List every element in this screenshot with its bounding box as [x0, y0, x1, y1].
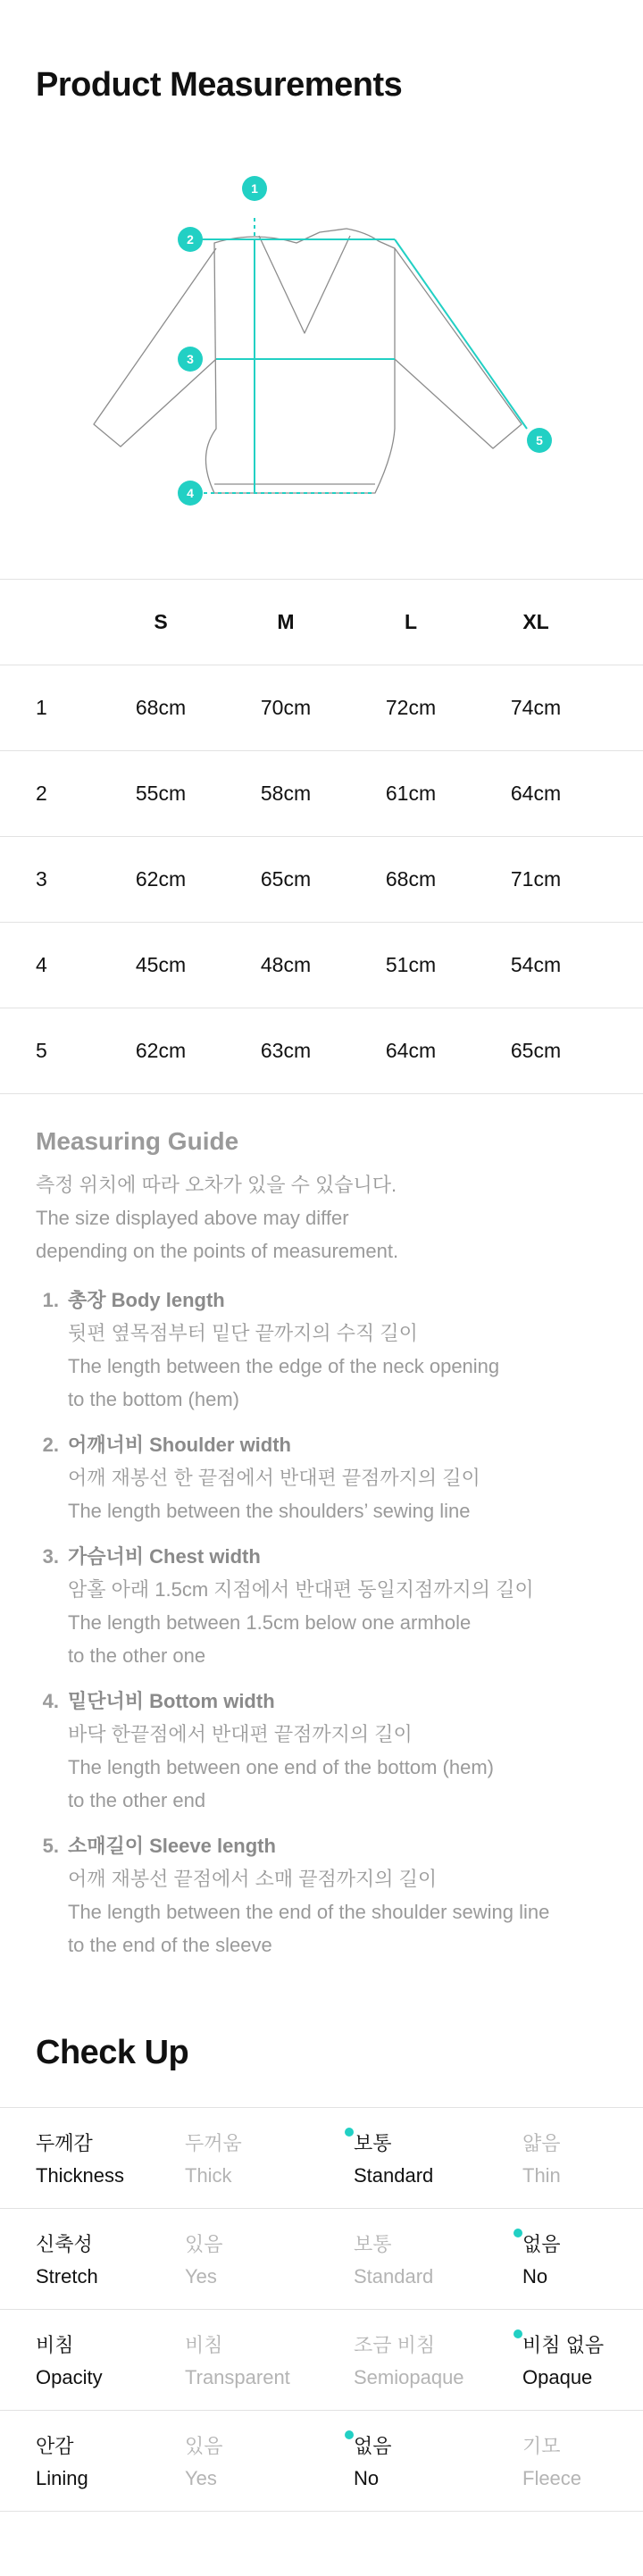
- table-row: 4 45cm 48cm 51cm 54cm: [0, 922, 643, 1008]
- check-row-lining: [0, 2410, 643, 2512]
- check-label: 안감 Lining: [36, 2435, 88, 2489]
- marker-1: [242, 176, 267, 201]
- selected-dot-icon: [345, 2128, 354, 2137]
- marker-5: [527, 428, 552, 453]
- guide-item-line: The length between the shoulders’ sewing line: [68, 1500, 471, 1522]
- check-option-selected: 없음 No: [522, 2229, 561, 2293]
- row-label: 5: [36, 1039, 47, 1062]
- marker-2: [178, 227, 203, 252]
- check-label: 두께감 Thickness: [36, 2132, 125, 2187]
- guide-item-number: 3.: [42, 1545, 59, 1568]
- guide-item-line: The length between one end of the bottom (hem): [68, 1756, 494, 1778]
- measure-line-5: [395, 239, 527, 429]
- check-option: 보통 Standard: [354, 2233, 434, 2287]
- check-option: 두꺼움 Thick: [185, 2132, 242, 2187]
- guide-item-line: to the bottom (hem): [68, 1388, 239, 1410]
- svg-text:5: 5: [536, 433, 543, 447]
- sweater-body-outline: [205, 229, 395, 493]
- check-label: 비침 Opacity: [36, 2334, 103, 2388]
- sweater-measurement-diagram: [80, 170, 563, 518]
- check-option: 기모 Fleece: [522, 2435, 582, 2489]
- check-row-opacity: [0, 2309, 643, 2410]
- check-label: 신축성 Stretch: [36, 2233, 98, 2287]
- guide-item-number: 4.: [42, 1690, 59, 1712]
- size-table: [0, 579, 643, 1094]
- svg-text:1: 1: [251, 181, 258, 196]
- intro-line: 측정 위치에 따라 오차가 있을 수 있습니다.: [36, 1174, 397, 1196]
- row-label: 4: [36, 953, 47, 976]
- check-row-thickness: [0, 2107, 643, 2208]
- guide-item-sleeve-length: [36, 1829, 625, 1961]
- intro-line: depending on the points of measurement.: [36, 1240, 399, 1262]
- svg-text:3: 3: [187, 352, 194, 366]
- v-neck-outline: [259, 236, 350, 333]
- guide-item-heading: 가슴너비 Chest width: [68, 1545, 261, 1568]
- svg-text:4: 4: [187, 486, 194, 500]
- selected-dot-icon: [514, 2229, 522, 2237]
- size-table-header: S M L XL: [0, 579, 643, 665]
- guide-item-line: 어깨 재봉선 끝점에서 소매 끝점까지의 길이: [68, 1868, 438, 1890]
- measuring-guide: [36, 1127, 625, 1974]
- guide-item-heading: 어깨너비 Shoulder width: [68, 1434, 291, 1456]
- guide-item-line: The length between the end of the shoulder sewing line: [68, 1901, 550, 1923]
- check-up-table: [0, 2107, 643, 2512]
- check-option-selected: 비침 없음 Opaque: [522, 2329, 604, 2394]
- guide-item-line: to the end of the sleeve: [68, 1934, 272, 1956]
- check-option-selected: 보통 Standard: [354, 2128, 433, 2192]
- guide-item-heading: 밑단너비 Bottom width: [68, 1690, 275, 1712]
- row-label: 1: [36, 696, 47, 719]
- guide-item-body-length: [36, 1284, 625, 1416]
- guide-item-number: 5.: [42, 1835, 59, 1857]
- svg-text:2: 2: [187, 232, 194, 247]
- check-row-stretch: [0, 2208, 643, 2309]
- measuring-guide-intro: [36, 1168, 625, 1267]
- guide-item-heading: 총장 Body length: [68, 1289, 225, 1311]
- check-option-selected: 없음 No: [354, 2430, 392, 2495]
- marker-3: [178, 347, 203, 372]
- product-measurements-title: Product Measurements: [36, 66, 403, 104]
- guide-item-number: 2.: [42, 1434, 59, 1456]
- table-row: 5 62cm 63cm 64cm 65cm: [0, 1008, 643, 1094]
- guide-item-line: 암홀 아래 1.5cm 지점에서 반대편 동일지점까지의 길이: [68, 1578, 534, 1601]
- guide-item-chest-width: [36, 1540, 625, 1672]
- check-option: 조금 비침 Semiopaque: [354, 2334, 464, 2388]
- check-option: 있음 Yes: [185, 2435, 223, 2489]
- table-row: 1 68cm 70cm 72cm 74cm: [0, 665, 643, 750]
- left-sleeve-outline: [94, 248, 216, 447]
- guide-item-line: 뒷편 옆목점부터 밑단 끝까지의 수직 길이: [68, 1322, 418, 1344]
- guide-item-bottom-width: [36, 1685, 625, 1817]
- guide-item-line: to the other one: [68, 1644, 206, 1667]
- row-label: 2: [36, 782, 47, 805]
- right-sleeve-outline: [395, 248, 522, 448]
- marker-4: [178, 481, 203, 506]
- guide-item-line: 바닥 한끝점에서 반대편 끝점까지의 길이: [68, 1723, 413, 1745]
- selected-dot-icon: [514, 2329, 522, 2338]
- guide-item-shoulder-width: [36, 1428, 625, 1527]
- table-row: 2 55cm 58cm 61cm 64cm: [0, 750, 643, 836]
- guide-item-heading: 소매길이 Sleeve length: [68, 1835, 276, 1857]
- check-up-title: Check Up: [36, 2034, 189, 2071]
- guide-item-number: 1.: [42, 1289, 59, 1311]
- measuring-guide-title: Measuring Guide: [36, 1127, 239, 1155]
- selected-dot-icon: [345, 2430, 354, 2439]
- guide-item-line: The length between 1.5cm below one armhole: [68, 1611, 472, 1634]
- check-option: 있음 Yes: [185, 2233, 223, 2287]
- intro-line: The size displayed above may differ: [36, 1207, 349, 1229]
- table-row: 3 62cm 65cm 68cm 71cm: [0, 836, 643, 922]
- guide-item-line: 어깨 재봉선 한 끝점에서 반대편 끝점까지의 길이: [68, 1467, 480, 1489]
- guide-item-line: The length between the edge of the neck opening: [68, 1355, 500, 1377]
- guide-item-line: to the other end: [68, 1789, 206, 1811]
- measuring-guide-list: [36, 1284, 625, 1961]
- check-option: 얇음 Thin: [522, 2132, 561, 2187]
- check-option: 비침 Transparent: [185, 2334, 290, 2388]
- row-label: 3: [36, 867, 47, 891]
